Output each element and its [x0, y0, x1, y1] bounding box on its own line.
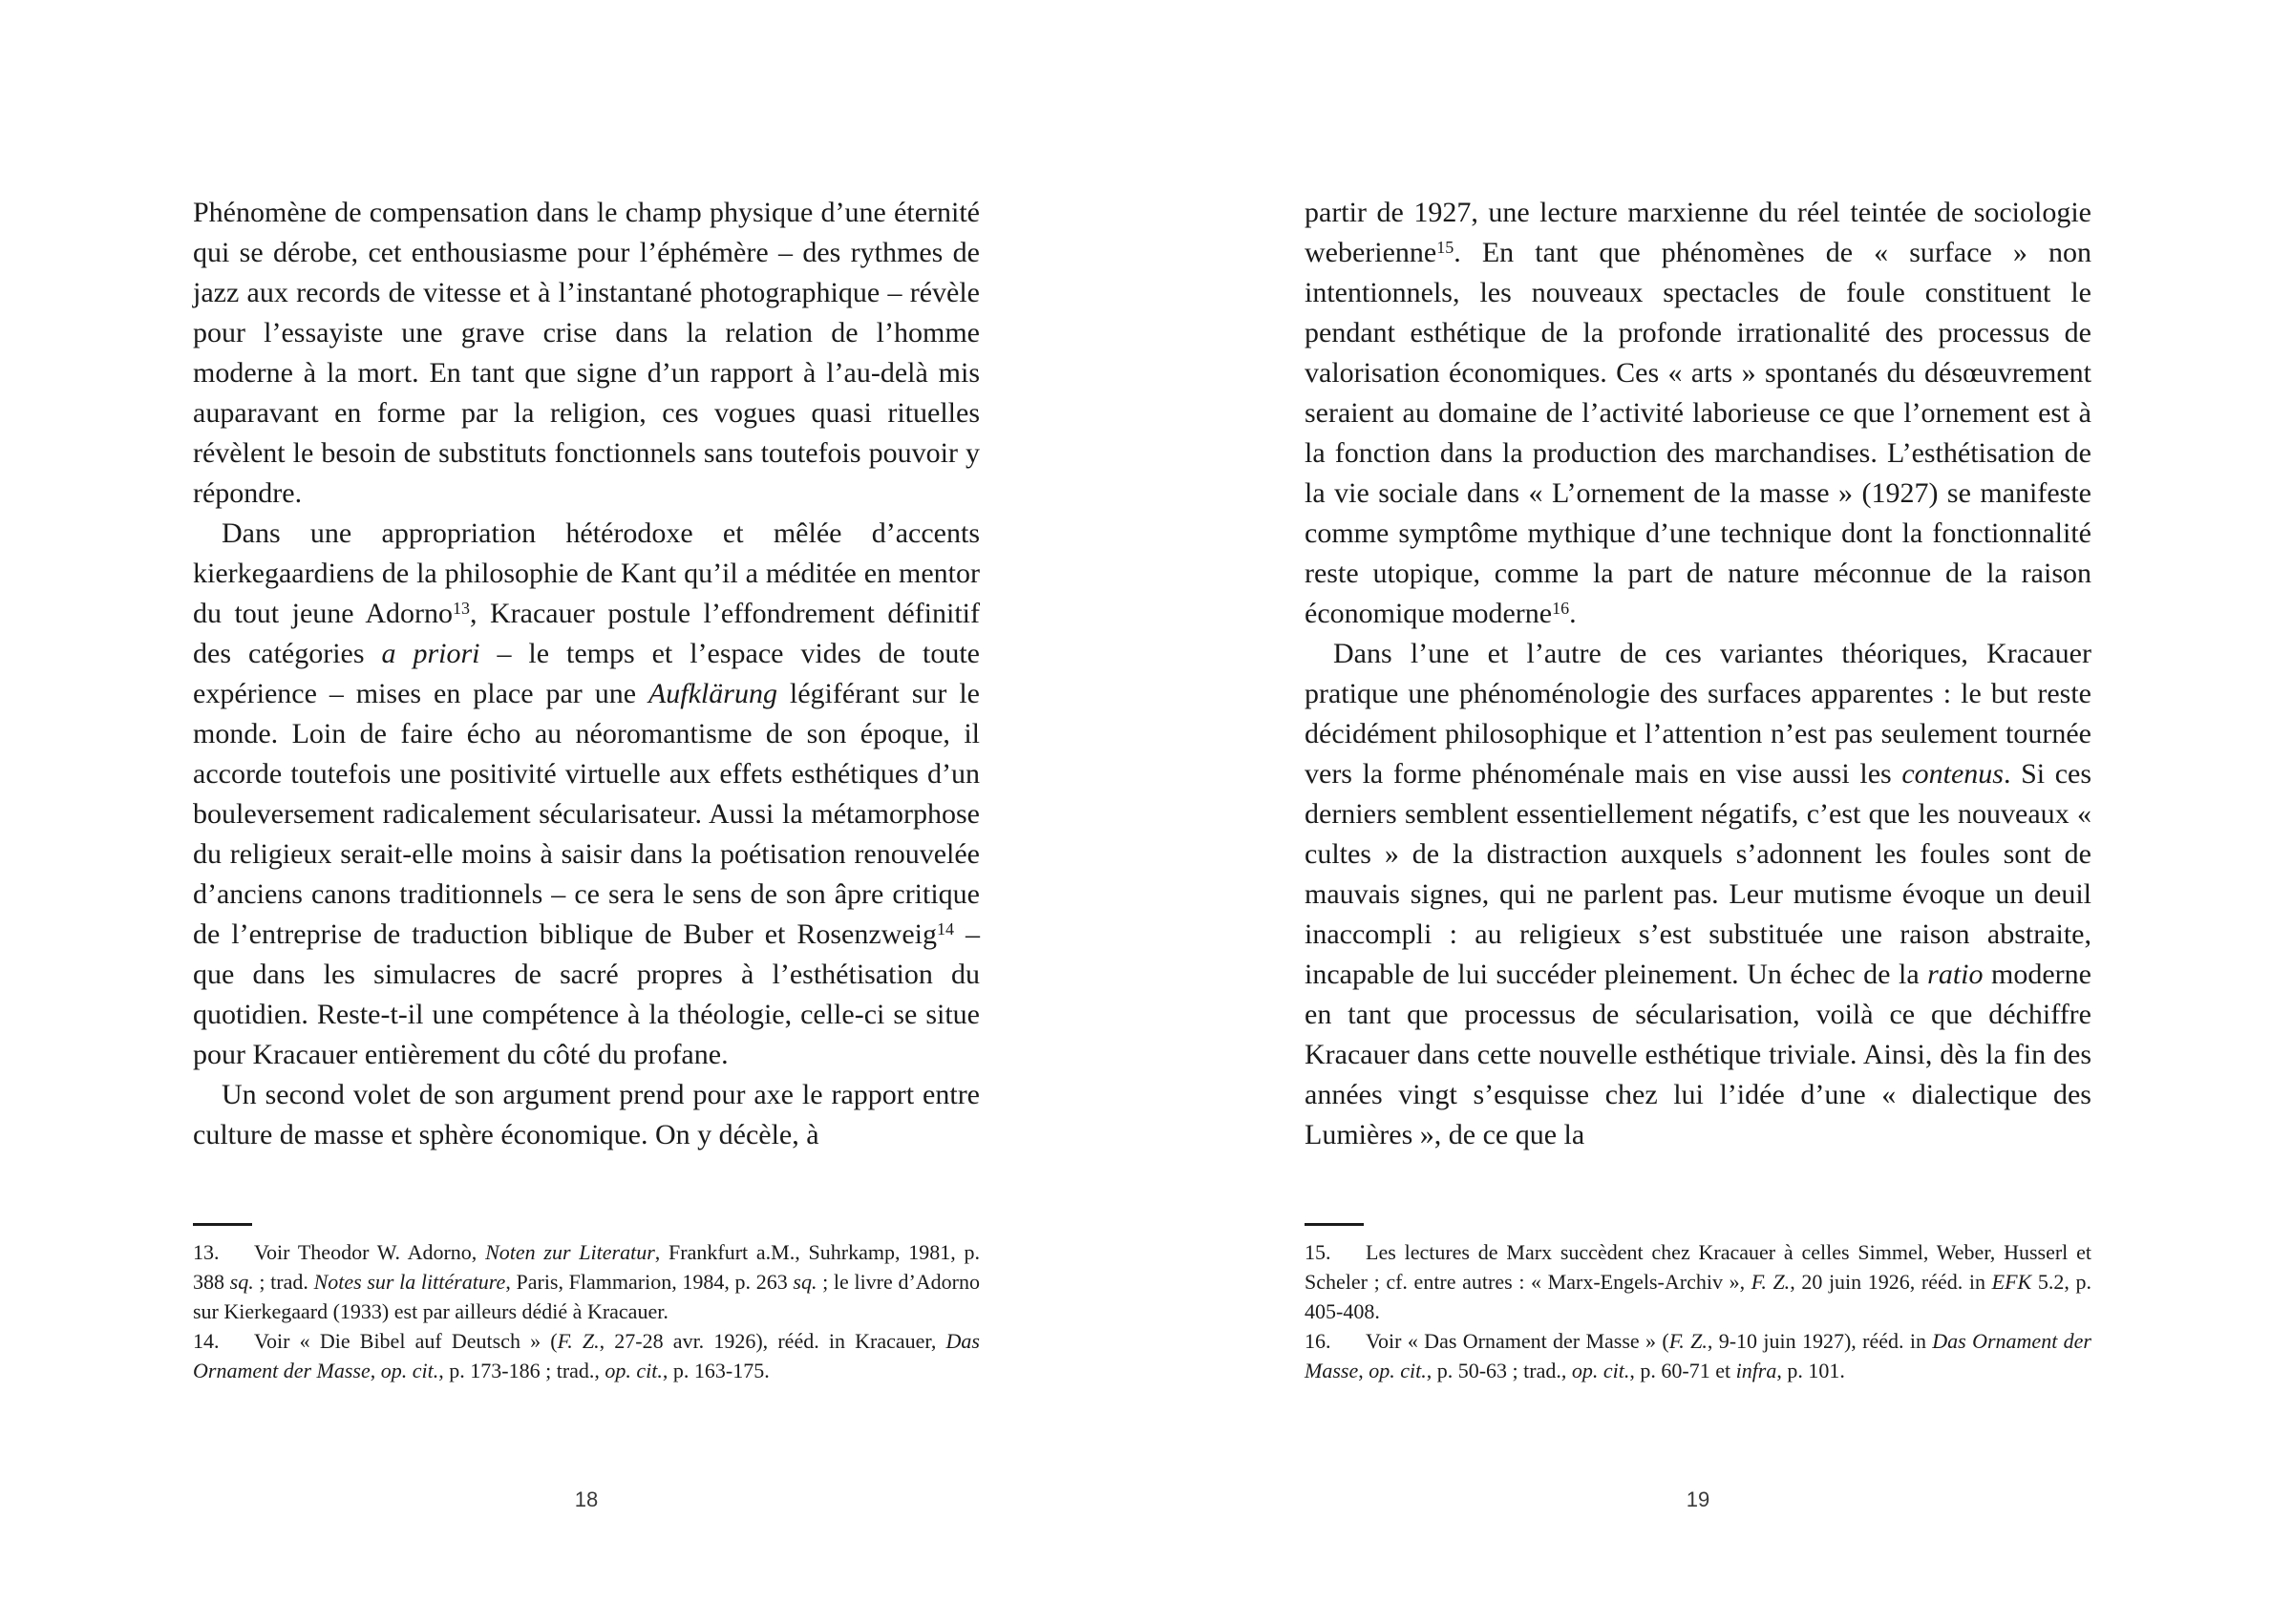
text-run: , p. 163-175. [662, 1359, 770, 1382]
footnote-number: 16. [1305, 1329, 1331, 1353]
footnote-reference: 13 [453, 599, 471, 618]
footnote-text [193, 1240, 980, 1323]
text-run: légiférant sur le monde. Loin de faire écho au néoromantisme de son époque, il accorde toutefois une positivité virtuelle aux effets esthétiques d’un bouleversement radicalement sécularisateur. Aussi la métamorphose du religieux serait-elle moins à saisir dans la poétisation renouvelée d’anciens canons traditionnels – ce sera le sens de son âpre critique de l’entreprise de traduction biblique de Buber et Rosenzweig [193, 678, 980, 950]
page-19-footnotes [1305, 1223, 2091, 1385]
footnote-number: 13. [193, 1240, 220, 1264]
text-run: Notes sur la littérature [313, 1270, 506, 1294]
text-run: ratio [1927, 959, 1984, 990]
paragraph [193, 193, 980, 514]
page-number: 18 [574, 1487, 599, 1511]
footnote-reference: 15 [1436, 238, 1454, 257]
text-run: , p. 60-71 et [1629, 1359, 1736, 1382]
footnote-text [1305, 1240, 2091, 1323]
footnote-text [193, 1329, 980, 1382]
text-run: contenus [1901, 758, 2004, 790]
footnote-reference: 16 [1552, 599, 1570, 618]
footnote-separator [193, 1223, 252, 1226]
footnote [193, 1237, 980, 1326]
text-run: – le temps et l’espace vides de toute expérience – mises en place par une [193, 638, 980, 709]
text-run: Les lectures de Marx succèdent chez Kracauer à celles Simmel, Weber, Husserl et Scheler ; cf. entre autres : « Marx-Engels-Archiv », [1305, 1240, 2091, 1294]
text-run: Voir Theodor W. Adorno, [254, 1240, 486, 1264]
page-18-body [193, 193, 980, 1155]
text-run: – que dans les simulacres de sacré propres à l’esthétisation du quotidien. Reste-t-il une compétence à la théologie, celle-ci se situe pour Kracauer entièrement du côté du profane. [193, 918, 981, 1070]
footnote-reference: 14 [937, 919, 955, 939]
text-run: ; trad. [253, 1270, 314, 1294]
page-19 [1136, 0, 2271, 1624]
text-run: F. Z. [1668, 1329, 1708, 1353]
text-run: moderne en tant que processus de sécularisation, voilà ce que déchiffre Kracauer dans cette nouvelle esthétique triviale. Ainsi, dès la fin des années vingt s’esquisse chez lui l’idée d’une « dialectique des Lumières », de ce que la [1305, 959, 2091, 1150]
text-run: . En tant que phénomènes de « surface » non intentionnels, les nouveaux spectacles de foule constituent le pendant esthétique de la profonde irrationalité des processus de valorisation économiques. Ces « arts » spontanés du désœuvrement seraient au domaine de l’activité laborieuse ce que l’ornement est à la fonction dans la production des marchandises. L’esthétisation de la vie sociale dans « L’ornement de la masse » (1927) se manifeste comme symptôme mythique d’une technique dont la fonctionnalité reste utopique, comme la part de nature méconnue de la raison économique moderne [1305, 237, 2091, 629]
text-run: Voir « Die Bibel auf Deutsch » ( [254, 1329, 558, 1353]
text-run: , p. 173-186 ; trad., [438, 1359, 605, 1382]
text-run: , Frankfurt a.M., Suhrkamp, 1981, p. 388 [193, 1240, 980, 1294]
text-run: . [1569, 598, 1577, 629]
text-run: F. Z. [557, 1329, 600, 1353]
text-run: Un second volet de son argument prend pour axe le rapport entre culture de masse et sphère économique. On y décèle, à [193, 1079, 980, 1150]
text-run: , 9-10 juin 1927), rééd. in [1707, 1329, 1933, 1353]
text-run: Voir « Das Ornament der Masse » ( [1366, 1329, 1669, 1353]
footnote-text [1305, 1329, 2091, 1382]
text-run: op. cit. [1571, 1359, 1630, 1382]
text-run: F. Z. [1751, 1270, 1791, 1294]
text-run: , p. 101. [1776, 1359, 1845, 1382]
text-run: , 20 juin 1926, rééd. in [1790, 1270, 1992, 1294]
footnote [1305, 1326, 2091, 1385]
text-run: . Si ces derniers semblent essentiellement négatifs, c’est que les nouveaux « cultes » de la distraction auxquels s’adonnent les foules sont de mauvais signes, qui ne parlent pas. Leur mutisme évoque un deuil inaccompli : au religieux s’est substituée une raison abstraite, incapable de lui succéder pleinement. Un échec de la [1305, 758, 2091, 990]
footnote [1305, 1237, 2091, 1326]
page-number: 19 [1686, 1487, 1710, 1511]
text-run: , 27-28 avr. 1926), rééd. in Kracauer, [599, 1329, 946, 1353]
footnote [193, 1326, 980, 1385]
text-run: ; le livre d’Adorno sur Kierkegaard (1933) est par ailleurs dédié à Kracauer. [193, 1270, 980, 1323]
footnote-number: 15. [1305, 1240, 1331, 1264]
text-run: 5.2, p. 405-408. [1305, 1270, 2091, 1323]
text-run: a priori [381, 638, 480, 669]
text-run: Das Ornament der Masse [1305, 1329, 2091, 1382]
text-run: infra [1735, 1359, 1777, 1382]
text-run: Noten zur Literatur [485, 1240, 655, 1264]
text-run: EFK [1991, 1270, 2032, 1294]
text-run: Aufklärung [647, 678, 777, 709]
text-run: Phénomène de compensation dans le champ physique d’une éternité qui se dérobe, cet enthousiasme pour l’éphémère – des rythmes de jazz aux records de vitesse et à l’instantané photographique – révèle pour l’essayiste une grave crise dans la relation de l’homme moderne à la mort. En tant que signe d’un rapport à l’au-delà mis auparavant en forme par la religion, ces vogues quasi rituelles révèlent le besoin de substituts fonctionnels sans toutefois pouvoir y répondre. [193, 197, 980, 509]
text-run: , p. 50-63 ; trad., [1426, 1359, 1572, 1382]
paragraph [193, 1075, 980, 1155]
text-run: op. cit. [605, 1359, 663, 1382]
text-run: Das Ornament der Masse [193, 1329, 980, 1382]
text-run: op. cit. [380, 1359, 439, 1382]
text-run: , [370, 1359, 381, 1382]
text-run: sq. [793, 1270, 817, 1294]
paragraph [1305, 634, 2091, 1155]
paragraph [193, 514, 980, 1075]
text-run: , Paris, Flammarion, 1984, p. 263 [505, 1270, 794, 1294]
text-run: Dans l’une et l’autre de ces variantes théoriques, Kracauer pratique une phénoménologie des surfaces apparentes : le but reste décidément philosophique et l’attention n’est pas seulement tournée vers la forme phénoménale mais en vise aussi les [1305, 638, 2091, 790]
page-18-footnotes [193, 1223, 980, 1385]
text-run: partir de 1927, une lecture marxienne du réel teintée de sociologie weberienne [1305, 197, 2091, 268]
paragraph [1305, 193, 2091, 634]
footnote-number: 14. [193, 1329, 220, 1353]
page-19-body [1305, 193, 2091, 1155]
text-run: , [1358, 1359, 1369, 1382]
text-run: Dans une appropriation hétérodoxe et mêlée d’accents kierkegaardiens de la philosophie de Kant qu’il a méditée en mentor du tout jeune Adorno [193, 517, 980, 629]
text-run: op. cit. [1369, 1359, 1427, 1382]
text-run: , Kracauer postule l’effondrement définitif des catégories [193, 598, 980, 669]
footnote-separator [1305, 1223, 1364, 1226]
text-run: sq. [229, 1270, 254, 1294]
